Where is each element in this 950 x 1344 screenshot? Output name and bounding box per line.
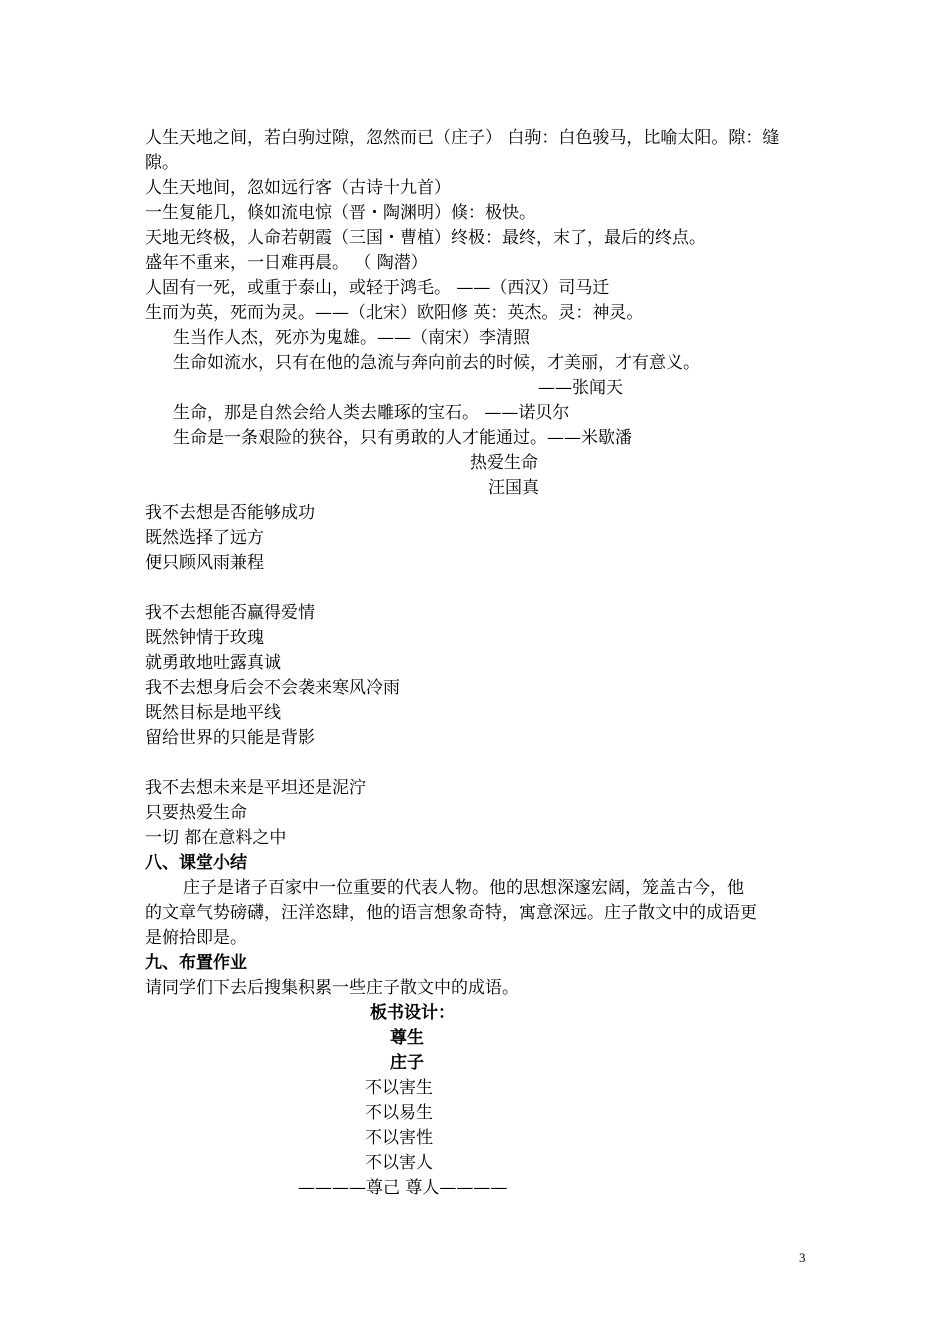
board-subtitle: 庄子: [390, 1053, 424, 1073]
quote-line: 隙。: [145, 153, 179, 173]
quote-line: 生命，那是自然会给人类去雕琢的宝石。 ——诺贝尔: [173, 403, 570, 423]
poem-line: 就勇敢地吐露真诚: [145, 653, 281, 673]
quote-line: 生命如流水，只有在他的急流与奔向前去的时候，才美丽，才有意义。: [173, 353, 700, 373]
quote-line: 人生天地间，忽如远行客（古诗十九首）: [145, 178, 451, 198]
poem-line: 一切 都在意料之中: [145, 828, 287, 848]
poem-line: 留给世界的只能是背影: [145, 728, 315, 748]
quote-attribution: ——张闻天: [538, 378, 623, 398]
quote-line: 盛年不重来，一日难再晨。 （ 陶潜）: [145, 253, 428, 273]
poem-line: 只要热爱生命: [145, 803, 247, 823]
poem-line: 既然钟情于玫瑰: [145, 628, 264, 648]
board-item: 不以害生: [365, 1078, 433, 1098]
poem-line: 我不去想是否能够成功: [145, 503, 315, 523]
summary-line: 的文章气势磅礴，汪洋恣肆，他的语言想象奇特，寓意深远。庄子散文中的成语更: [145, 903, 757, 923]
poem-line: 既然选择了远方: [145, 528, 264, 548]
quote-line: 人生天地之间，若白驹过隙，忽然而已（庄子） 白驹：白色骏马，比喻太阳。隙：缝: [145, 128, 780, 148]
page-number: 3: [799, 1250, 806, 1265]
summary-line: 是俯拾即是。: [145, 928, 247, 948]
quote-line: 一生复能几，倏如流电惊（晋・陶渊明）倏：极快。: [145, 203, 536, 223]
section-heading-homework: 九、布置作业: [145, 953, 247, 973]
poem-title: 热爱生命: [470, 453, 538, 473]
board-item: 不以害性: [365, 1128, 433, 1148]
board-item: 不以易生: [365, 1103, 433, 1123]
poem-line: 既然目标是地平线: [145, 703, 281, 723]
quote-line: 人固有一死，或重于泰山，或轻于鸿毛。 ——（西汉）司马迁: [145, 278, 610, 298]
board-footer: ————尊己 尊人————: [298, 1178, 508, 1198]
quote-line: 生而为英，死而为灵。——（北宋）欧阳修 英：英杰。灵：神灵。: [145, 303, 644, 323]
board-title: 尊生: [390, 1028, 424, 1048]
quote-line: 生当作人杰，死亦为鬼雄。——（南宋）李清照: [173, 328, 530, 348]
poem-line: 我不去想未来是平坦还是泥泞: [145, 778, 366, 798]
quote-line: 天地无终极，人命若朝霞（三国・曹植）终极：最终，末了，最后的终点。: [145, 228, 706, 248]
board-item: 不以害人: [365, 1153, 433, 1173]
quote-line: 生命是一条艰险的狭谷，只有勇敢的人才能通过。——米歇潘: [173, 428, 632, 448]
summary-line: 庄子是诸子百家中一位重要的代表人物。他的思想深邃宏阔，笼盖古今，他: [183, 878, 744, 898]
poem-line: 我不去想能否赢得爱情: [145, 603, 315, 623]
homework-text: 请同学们下去后搜集积累一些庄子散文中的成语。: [145, 978, 519, 998]
poem-author: 汪国真: [488, 478, 539, 498]
board-heading: 板书设计：: [370, 1003, 455, 1023]
section-heading-summary: 八、课堂小结: [145, 853, 247, 873]
poem-line: 我不去想身后会不会袭来寒风冷雨: [145, 678, 400, 698]
poem-line: 便只顾风雨兼程: [145, 553, 264, 573]
